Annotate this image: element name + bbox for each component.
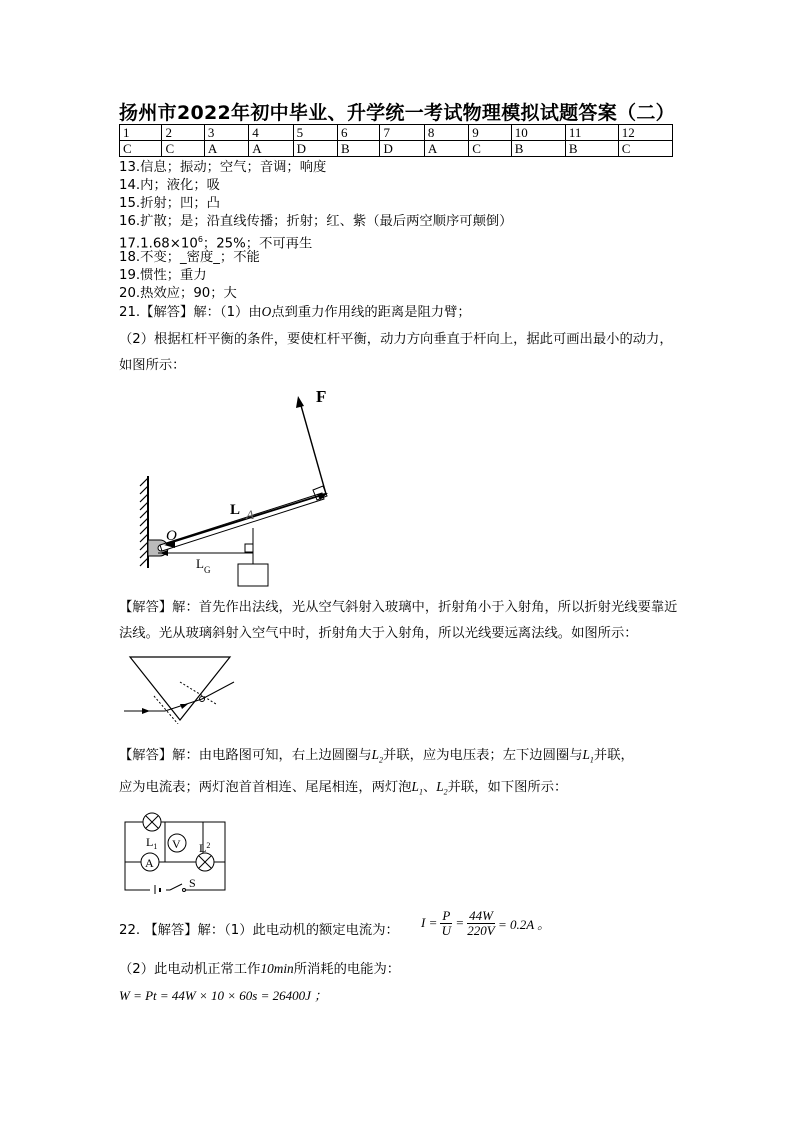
question-number-cell: 4 — [249, 125, 293, 141]
question-number-cell: 3 — [204, 125, 248, 141]
point-a-label: A — [246, 507, 254, 522]
answer-20: 20.热效应；90；大 — [119, 286, 237, 301]
question-number-cell: 11 — [565, 125, 618, 141]
force-label: F — [316, 387, 327, 406]
answer-18: 18.不变；_密度_；不能 — [119, 250, 260, 265]
ammeter-symbol: A — [145, 856, 154, 870]
question-number-cell: 5 — [293, 125, 337, 141]
circuit-diagram — [120, 808, 232, 894]
gravity-arm-label: L — [196, 556, 204, 571]
answer-cell: C — [120, 141, 162, 157]
q22-current-formula: I = $\frac{P}{U}$ = $\frac{44W}{220V}$ = 0.2A 。 — [421, 907, 551, 938]
gravity-arm-subscript: G — [204, 565, 211, 575]
question-number-cell: 9 — [469, 125, 511, 141]
answer-cell: B — [511, 141, 565, 157]
pivot-label: O — [166, 528, 177, 544]
question-number-cell: 6 — [338, 125, 380, 141]
answer-22-energy-formula: W = Pt = 44W × 10 × 60s = 26400J ； — [119, 988, 328, 1003]
arm-label: L — [230, 502, 241, 518]
wall-hatching — [140, 478, 148, 566]
answer-14: 14.内；液化；吸 — [119, 178, 220, 193]
voltmeter-symbol: V — [172, 837, 181, 851]
answer-13: 13.信息；振动；空气；音调；响度 — [119, 160, 327, 175]
question-number-cell: 7 — [380, 125, 424, 141]
question-number-cell: 10 — [511, 125, 565, 141]
answer-21-part1: 21.【解答】解：（1）由O点到重力作用线的距离是阻力臂； — [119, 304, 471, 320]
answer-22-part1: 22. 【解答】解：（1）此电动机的额定电流为： — [119, 923, 399, 938]
answer-cell: D — [293, 141, 337, 157]
switch-label: S — [189, 876, 196, 890]
answer-table — [119, 124, 673, 157]
question-number-row — [120, 125, 673, 141]
answer-cell: A — [249, 141, 293, 157]
answer-cell: A — [424, 141, 468, 157]
answer-cell: C — [618, 141, 672, 157]
lamp2-label: $L^2$ — [199, 841, 211, 855]
answer-19: 19.惯性；重力 — [119, 268, 207, 283]
answer-cell: B — [565, 141, 618, 157]
answer-15: 15.折射；凹；凸 — [119, 196, 220, 211]
answer-cell: D — [380, 141, 424, 157]
answer-row — [120, 141, 673, 157]
answer-cell: B — [338, 141, 380, 157]
answer-17: $17.1.68\times 10^6$；25%；不可再生 — [119, 235, 313, 252]
circuit-answer-text: 【解答】解：由电路图可知，右上边圆圈与$L_2$并联，应为电压表；左下边圆圈与$L_1$并联， 应为电流表；两灯泡首首相连、尾尾相连，两灯泡$L_1$、$L_2$并联，如下图所示： — [119, 747, 634, 797]
answer-16: 16.扩散；是；沿直线传播；折射；红、紫（最后两空顺序可颠倒） — [119, 214, 513, 229]
question-number-cell: 12 — [618, 125, 672, 141]
page-title: 扬州市2022年初中毕业、升学统一考试物理模拟试题答案（二） — [119, 102, 675, 124]
answer-22-part2: （2）此电动机正常工作10min所消耗的电能为： — [119, 961, 401, 977]
answer-cell: C — [162, 141, 204, 157]
answer-cell: A — [204, 141, 248, 157]
answer-cell: C — [469, 141, 511, 157]
question-number-cell: 8 — [424, 125, 468, 141]
question-number-cell: 2 — [162, 125, 204, 141]
lever-diagram — [120, 378, 360, 590]
lamp1-label: $L_1$ — [146, 835, 158, 851]
prism-diagram — [120, 654, 240, 724]
optics-answer-text: 【解答】解：首先作出法线，光从空气斜射入玻璃中，折射角小于入射角，所以折射光线要靠近法线。光从玻璃斜射入空气中时，折射角大于入射角，所以光线要远离法线。如图所示： — [119, 600, 678, 641]
answer-21-part2: （2）根据杠杆平衡的条件，要使杠杆平衡，动力方向垂直于杆向上，据此可画出最小的动力，如图所示： — [119, 332, 673, 373]
question-number-cell: 1 — [120, 125, 162, 141]
